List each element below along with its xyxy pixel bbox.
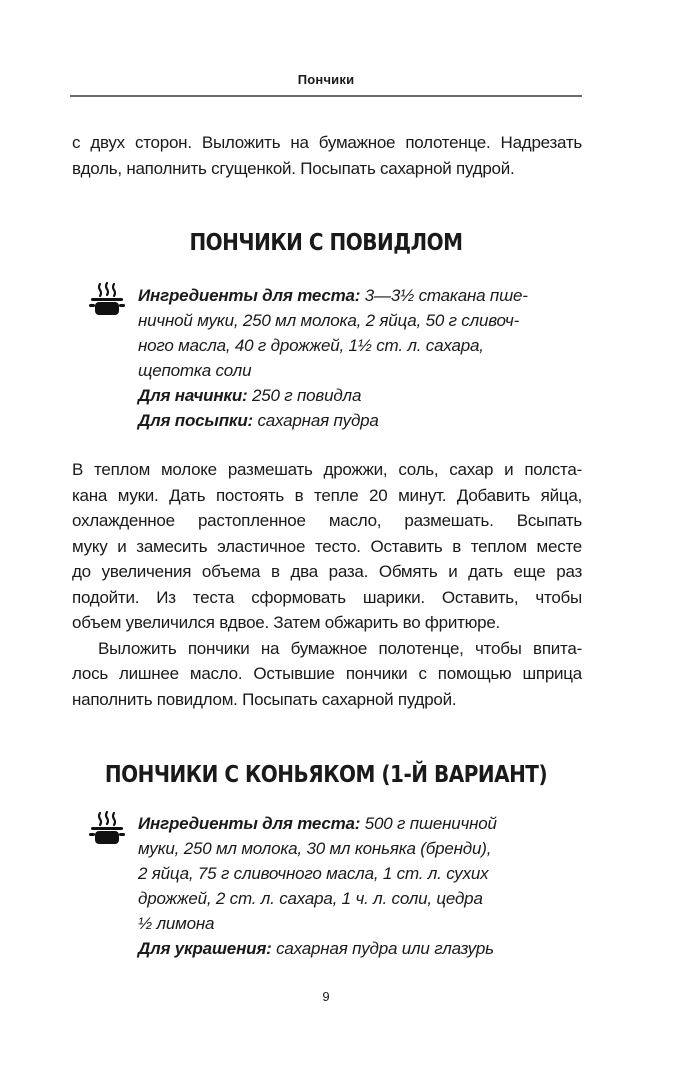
recipe1-method (72, 457, 582, 712)
recipe-title: ПОНЧИКИ С ПОВИДЛОМ (189, 228, 463, 256)
recipe1-ingredients (138, 283, 568, 433)
recipe2-ingredients (138, 811, 568, 961)
paragraph-line: кана муки. Дать постоять в тепле 20 минут. Добавить яйца, (72, 485, 582, 505)
topping-label: Для посыпки: (138, 411, 253, 430)
ingredients-text: 3—3½ стакана пше- (360, 286, 528, 305)
paragraph-line: вдоль, наполнить сгущенкой. Посыпать сахарной пудрой. (72, 158, 515, 178)
paragraph-line: В теплом молоке размешать дрожжи, соль, сахар и полста- (72, 460, 582, 479)
topping-text: сахарная пудра (252, 411, 379, 430)
ingredients-label: Ингредиенты для теста: (138, 286, 361, 305)
decor-label: Для украшения: (138, 939, 272, 958)
paragraph-line: подойти. Из теста сформовать шарики. Оставить, чтобы (72, 587, 582, 607)
ingredients-text: ного масла, 40 г дрожжей, 1½ ст. л. сахара, (138, 336, 484, 355)
ingredients-text: дрожжей, 2 ст. л. сахара, 1 ч. л. соли, цедра (138, 889, 483, 908)
paragraph-line: до увеличения объема в два раза. Обмять и дать еще раз (72, 562, 582, 581)
paragraph-line: наполнить повидлом. Посыпать сахарной пудрой. (72, 689, 457, 709)
filling-text: 250 г повидла (247, 386, 362, 405)
filling-label: Для начинки: (138, 386, 248, 405)
paragraph-line: Выложить пончики на бумажное полотенце, чтобы впита- (98, 638, 582, 658)
recipe-title: ПОНЧИКИ С КОНЬЯКОМ (1-Й ВАРИАНТ) (104, 760, 548, 788)
decor-text: сахарная пудра или глазурь (271, 939, 494, 958)
running-head: Пончики (297, 72, 355, 87)
ingredients-text: 2 яйца, 75 г сливочного масла, 1 ст. л. сухих (138, 864, 489, 883)
ingredients-label: Ингредиенты для теста: (138, 814, 361, 833)
ingredients-text: ничной муки, 250 мл молока, 2 яйца, 50 г сливоч- (138, 311, 520, 330)
paragraph-line: объем увеличился вдвое. Затем обжарить во фритюре. (72, 613, 500, 632)
ingredients-text: 500 г пшеничной (360, 814, 497, 833)
ingredients-text: муки, 250 мл молока, 30 мл коньяка (бренди), (138, 839, 492, 858)
paragraph-line: с двух сторон. Выложить на бумажное полотенце. Надрезать (72, 133, 582, 152)
paragraph-line: лось лишнее масло. Остывшие пончики с помощью шприца (72, 664, 582, 683)
cooking-pot-icon (88, 810, 126, 848)
paragraph-line: охлажденное растопленное масло, размешать. Всыпать (72, 511, 582, 530)
intro-paragraph (72, 130, 582, 181)
page-number: 9 (322, 989, 330, 1004)
ingredients-text: щепотка соли (138, 361, 252, 380)
header-rule (70, 95, 582, 97)
cooking-pot-icon (88, 281, 126, 319)
paragraph-line: муку и замесить эластичное тесто. Оставить в теплом месте (72, 536, 582, 556)
ingredients-text: ½ лимона (138, 914, 215, 933)
